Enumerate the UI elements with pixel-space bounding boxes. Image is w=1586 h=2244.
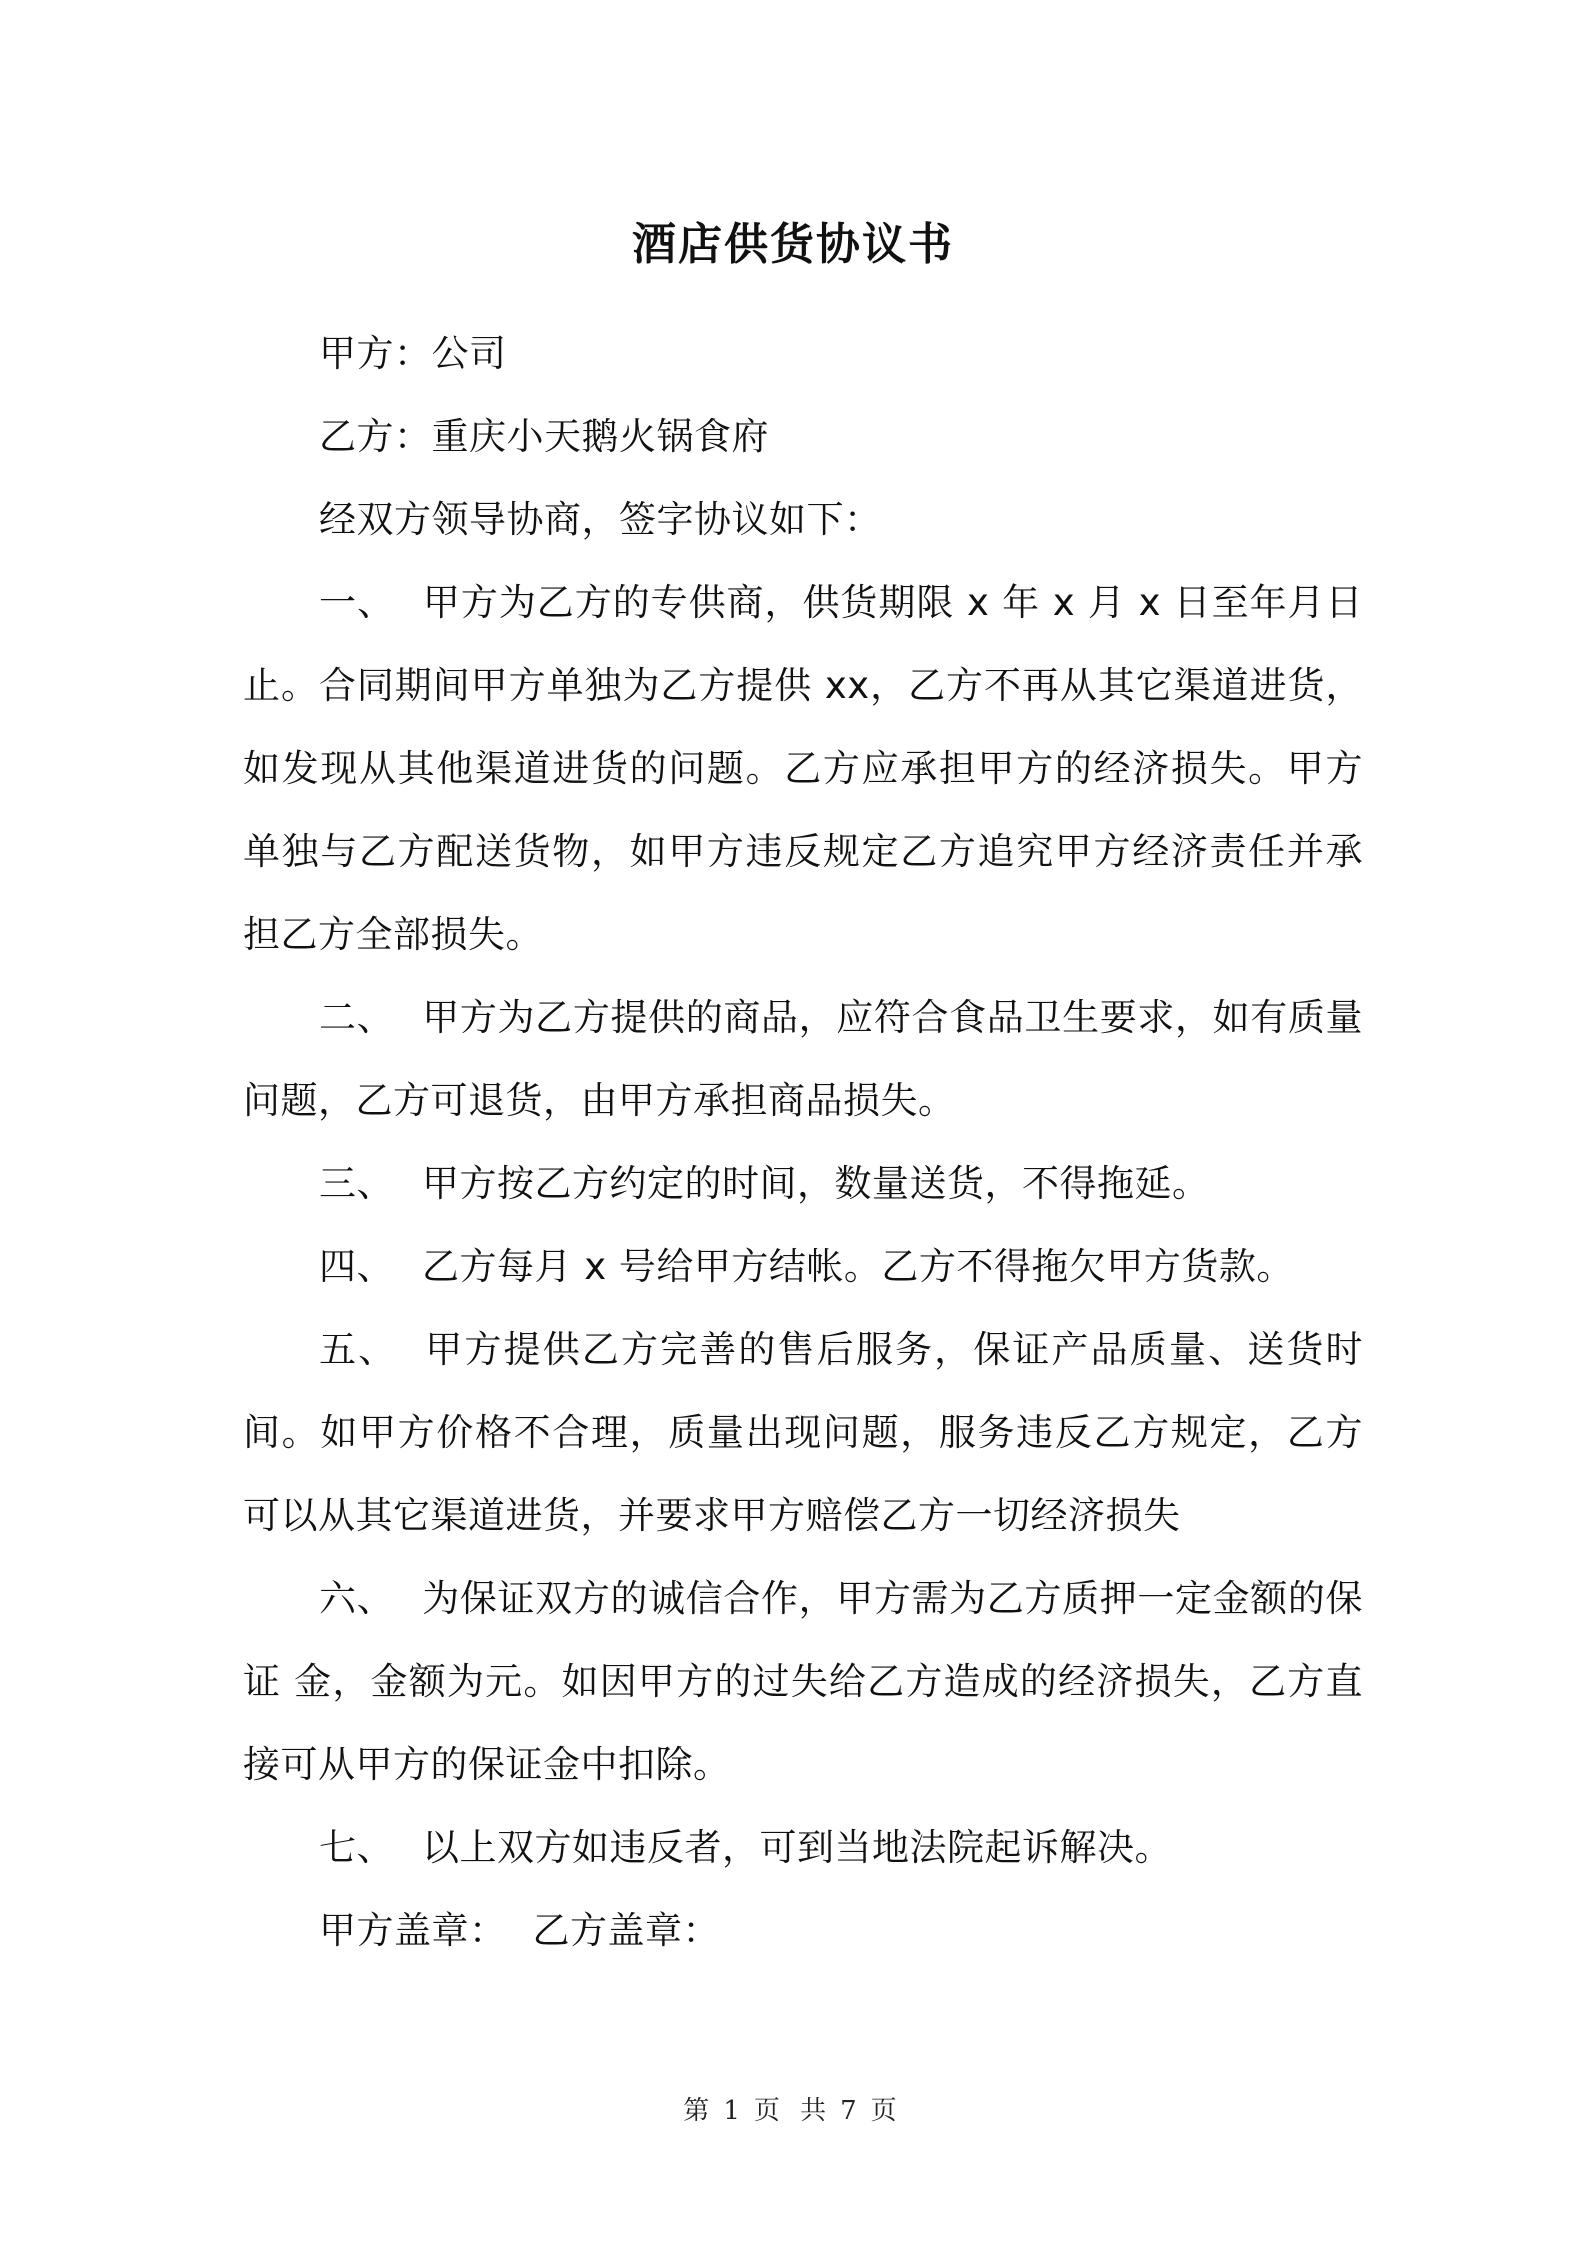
clause-number: 四、: [319, 1245, 394, 1288]
clause-2: [243, 976, 1363, 1142]
clause-1: [243, 561, 1363, 976]
clause-number: 六、: [319, 1577, 395, 1620]
total-pages-number: 7: [840, 2096, 863, 2126]
clause-number: 五、: [319, 1328, 398, 1371]
clause-number: 七、: [319, 1826, 394, 1869]
footer-prefix: 第: [683, 2096, 716, 2126]
signature-line: [243, 1889, 1363, 1972]
document-body: [243, 312, 1363, 1972]
clause-text: 为保证双方的诚信合作，甲方需为乙方质押一定金额的保证 金，金额为元。如因甲方的过失给乙方造成的经济损失，乙方直接可从甲方的保证金中扣除。: [243, 1577, 1364, 1786]
party-b-line: 乙方：重庆小天鹅火锅食府: [319, 415, 769, 458]
clause-text: 以上双方如违反者，可到当地法院起诉解决。: [422, 1826, 1172, 1869]
clause-number: 二、: [319, 996, 395, 1039]
clause-4: [243, 1225, 1363, 1308]
clause-text: 乙方每月 x 号给甲方结帐。乙方不得拖欠甲方货款。: [422, 1245, 1294, 1288]
clause-text: 甲方为乙方提供的商品，应符合食品卫生要求，如有质量问题，乙方可退货，由甲方承担商品损失。: [243, 996, 1364, 1122]
page-footer: [0, 2090, 1586, 2127]
document-title: 酒店供货协议书: [632, 219, 954, 270]
intro-line: 经双方领导协商，签字协议如下：: [319, 498, 882, 541]
clause-text: 甲方提供乙方完善的售后服务，保证产品质量、送货时间。如甲方价格不合理，质量出现问题，服务违反乙方规定，乙方可以从其它渠道进货，并要求甲方赔偿乙方一切经济损失: [243, 1328, 1363, 1537]
current-page-number: 1: [723, 2096, 746, 2126]
clause-6: [243, 1557, 1363, 1806]
clause-3: [243, 1142, 1363, 1225]
footer-suffix: 页: [870, 2096, 903, 2126]
clause-number: 一、: [319, 581, 395, 624]
party-a-line: 甲方：公司: [319, 332, 507, 375]
clause-number: 三、: [319, 1162, 394, 1205]
footer-mid: 页 共: [753, 2096, 833, 2126]
clause-7: [243, 1806, 1363, 1889]
clause-text: 甲方按乙方约定的时间，数量送货，不得拖延。: [422, 1162, 1210, 1205]
clause-text: 甲方为乙方的专供商，供货期限 x 年 x 月 x 日至年月日止。合同期间甲方单独为乙方提供 xx，乙方不再从其它渠道进货，如发现从其他渠道进货的问题。乙方应承担甲方的经济损失。甲方单独与乙方配送货物，如甲方违反规定乙方追究甲方经济责任并承担乙方全部损失。: [243, 581, 1364, 956]
party-b-seal: 乙方盖章：: [532, 1909, 720, 1952]
clause-5: [243, 1308, 1363, 1557]
party-a-seal: 甲方盖章：: [319, 1909, 507, 1952]
